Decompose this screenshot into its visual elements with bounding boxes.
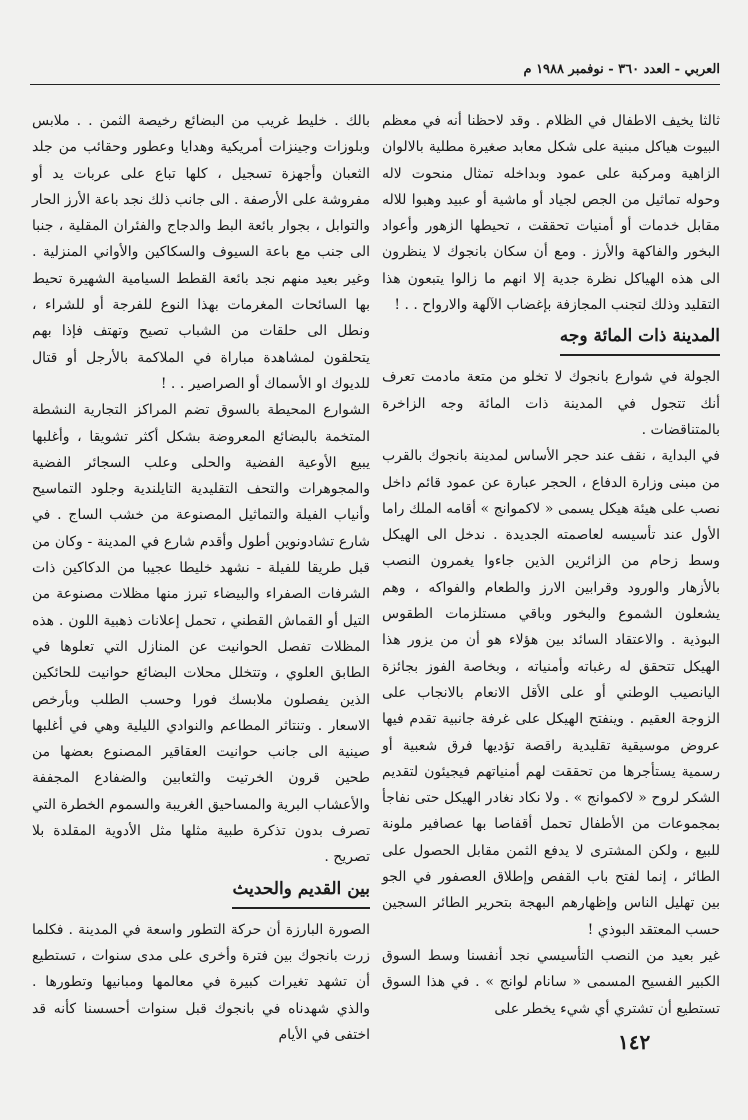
section-heading: بين القديم والحديث: [232, 877, 370, 909]
subheading-wrap: [382, 318, 720, 364]
paragraph: في البداية ، نقف عند حجر الأساس لمدينة بانجوك بالقرب من مبنى وزارة الدفاع ، الحجر عبارة عن عمود قائم داخل نصب على هيئة هيكل يسمى « لاكموانج » أقامه الملك راما الأول عند تأسيسه لعاصمته الجديدة . ندخل الى الهيكل وسط زحام من الزائرين الذين جاءوا يغمرون النصب بالأزهار والورود وقرابين الارز والطعام والفواكه ، وهم يشعلون الشموع والبخور وباقي مستلزمات الطقوس البوذية . والاعتقاد السائد بين هؤلاء هو أن من يزور هذا الهيكل تتحقق له رغباته وأمنياته ، وبخاصة الفوز بجائزة اليانصيب الوطني أو على الأقل الانعام بالانجاب على الزوجة العقيم . وينفتح الهيكل على غرفة جانبية تقدم فيها عروض موسيقية تقليدية راقصة تؤديها فرق شعبية أو رسمية يستأجرها من تحققت لهم أمنياتهم فيجيئون لتقديم الشكر لروح « لاكموانج » . ولا نكاد نغادر الهيكل حتى نفاجأ بمجموعات من الأطفال تحمل أقفاصا بها عصافير ملونة للبيع ، ولكن المشترى لا يدفع الثمن مقابل الحصول على الطائر ، إنما لفتح باب القفص وإطلاق العصفور في الجو بين تهليل الناس وإظهارهم البهجة بتحرير الطائر السجين حسب المعتقد البوذي !: [382, 448, 720, 938]
paragraph: ثالثا يخيف الاطفال في الظلام . وقد لاحظنا أنه في معظم البيوت هياكل مبنية على شكل معابد صغيرة مطلية بالالوان الزاهية ومركبة على عمود وبداخله تمثال منحوت لاله وحوله تماثيل من الجص لجياد أو ماشية أو عبيد وهبوا للاله مقابل خدمات أو أمنيات تحققت ، تحيطها الزهور وأعواد البخور والفاكهة والأرز . ومع أن سكان بانجوك لا ينظرون الى هذه الهياكل نظرة جدية إلا انهم ما زالوا يتبعون هذا التقليد وذلك لتجنب المجازفة بإغضاب الآلهة والارواح . . !: [382, 113, 720, 314]
paragraph: غير بعيد من النصب التأسيسي نجد أنفسنا وسط السوق الكبير الفسيح المسمى « سانام لوانج » . في هذا السوق تستطيع أن تشتري أي شيء يخطر على: [382, 947, 720, 1017]
paragraph: بالك . خليط غريب من البضائع رخيصة الثمن . . ملابس وبلوزات وجينزات أمريكية وهدايا وعطور وحقائب من جلد الثعبان وأجهزة تسجيل ، كلها تباع على عربات يد أو مفروشة على الأرصفة . الى جانب ذلك نجد باعة الأرز الحار والتوابل ، بجوار بائعة البط والدجاج والفئران المقلية ، جنبا الى جنب مع باعة السيوف والسكاكين والأواني المنزلية . وغير بعيد منهم نجد بائعة القطط السيامية الشهيرة تحيط بها السائحات المغرمات بهذا النوع للفرجة أو للشراء ، ونطل الى حلقات من الشباب تصيح وتهتف فإذا بهم يتحلقون لمشاهدة مباراة في الملاكمة بالأرجل أو قتال للديوك او الأسماك أو الصراصير . . !: [32, 113, 370, 392]
paragraph: الصورة البارزة أن حركة التطور واسعة في المدينة . فكلما زرت بانجوك بين فترة وأخرى على مدى سنوات ، تستطيع أن تشهد تغيرات كبيرة في معالمها ومبانيها وتطورها . والذي شهدناه في بانجوك قبل سنوات أحسسنا كأنه قد اختفى في الأيام: [32, 921, 370, 1043]
paragraph: الشوارع المحيطة بالسوق تضم المراكز التجارية النشطة المتخمة بالبضائع المعروضة بشكل أكثر تشويقا ، وأغلبها يبيع الأوعية الفضية والحلى وعلب السجائر الفضية والمجوهرات والتحف التقليدية التايلندية وجلود التماسيح وأنياب الفيلة والتماثيل المصنوعة من خشب الساج . في شارع تشادونوين أطول وأقدم شارع في المدينة - وكان من قبل طريقا للفيلة - نشهد خليطا عجيبا من الدكاكين ذات الشرفات الصفراء والبيضاء تبرز منها مظلات مصنوعة من التيل أو القماش القطني ، تحمل إعلانات ذهبية اللون . هذه المظلات تفصل الحوانيت عن المنازل التي تعلوها في الطابق العلوي ، وتتخلل محلات البضائع حوانيت للحائكين الذين يفصلون ملابسك فورا وحسب الطلب وبأرخص الاسعار . وتنتاثر المطاعم والنوادي الليلية وهي في أغلبها صينية الى جانب حوانيت العقاقير المصنوع بعضها من طحين قرون الخرتيت والثعابين والضفادع المجففة والأعشاب البرية والمساحيق الغريبة والسموم الخطرة التي تصرف بدون تذكرة طبية مثلها مثل الأدوية المقلدة بلا تصريح .: [32, 402, 370, 866]
paragraph: الجولة في شوارع بانجوك لا تخلو من متعة مادمت تعرف أنك تتجول في المدينة ذات المائة وجه الزاخرة بالمتناقضات .: [382, 369, 720, 438]
running-header: العربي - العدد ٣٦٠ - نوفمبر ١٩٨٨ م: [523, 62, 720, 77]
page-number: ١٤٢: [618, 1030, 651, 1054]
header-rule: [30, 84, 720, 85]
subheading-wrap: [32, 871, 370, 917]
left-column: [32, 108, 370, 1048]
section-heading: المدينة ذات المائة وجه: [560, 324, 720, 356]
right-column: [382, 108, 720, 1022]
